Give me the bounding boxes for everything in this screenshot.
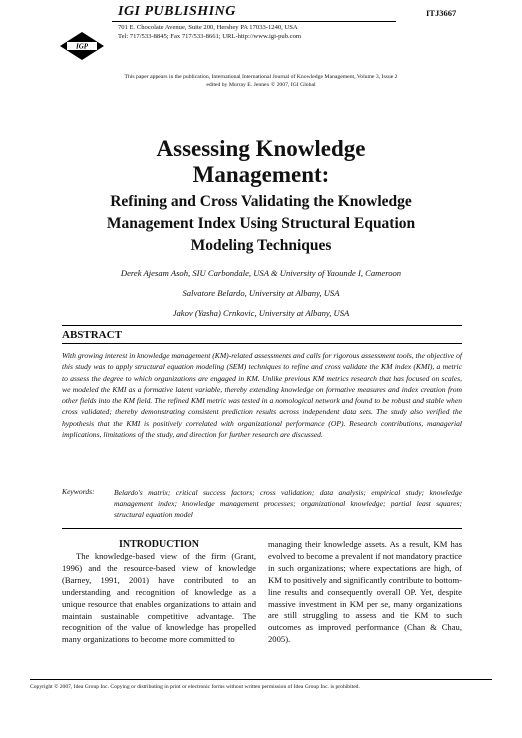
paper-subtitle-line1: Refining and Cross Validating the Knowledge bbox=[110, 193, 412, 210]
header-divider bbox=[112, 21, 396, 22]
introduction-column-1 bbox=[62, 551, 256, 646]
publication-notice-line1: This paper appears in the publication, International International Journal of Knowledge Management, Volume 3, Issue 2 bbox=[124, 74, 398, 80]
keywords-text: Belardo's matrix; critical success factors; cross validation; data analysis; empirical study; knowledge management index; knowledge management processes; organizational knowledge; partial least squares; structural equation model bbox=[114, 488, 462, 519]
publisher-address: 701 E. Chocolate Avenue, Suite 200, Hershey PA 17033-1240, USA bbox=[118, 24, 298, 31]
keywords-label: Keywords: bbox=[62, 487, 95, 496]
introduction-heading: INTRODUCTION bbox=[118, 539, 199, 550]
paper-subtitle-line3: Modeling Techniques bbox=[190, 237, 332, 254]
publisher-name: IGI PUBLISHING bbox=[118, 4, 236, 19]
paper-title-line1: Assessing Knowledge bbox=[156, 136, 366, 161]
logo-text: IGP bbox=[75, 42, 89, 51]
paper-title-line2: Management: bbox=[192, 162, 330, 187]
introduction-paragraph-1-continued: managing their knowledge assets. As a result, KM has evolved to become a prevalent if not mandatory practice in such organizations; where expectations are high, of KM to positively and significantly contribute to bottom-line results and consequently overall OP. Yet, despite massive investment in KM per se, many organizations are still struggling to assess and tie KM to such outcomes as improved performance (Chan & Chau, 2005). bbox=[268, 539, 462, 645]
author-3: Jakov (Yasha) Crnkovic, University at Albany, USA bbox=[172, 308, 350, 318]
author-2: Salvatore Belardo, University at Albany, USA bbox=[182, 288, 340, 298]
introduction-paragraph-1: The knowledge-based view of the firm (Grant, 1996) and the resource-based view of knowledge (Barney, 1991, 2001) have contributed to an understanding and recognition of knowledge as a unique resource that enables organizations to attain and maintain sustainable competitive advantage. The recognition of the value of knowledge has propelled many organizations to become more committed to bbox=[62, 551, 256, 645]
igp-logo bbox=[58, 30, 106, 62]
author-1: Derek Ajesam Asoh, SIU Carbondale, USA & University of Yaounde I, Cameroon bbox=[120, 268, 402, 278]
article-code: ITJ3667 bbox=[426, 8, 457, 18]
introduction-column-2 bbox=[268, 539, 462, 646]
publisher-contact: Tel: 717/533-8845; Fax 717/533-8661; URL-http://www.igi-pub.com bbox=[118, 33, 301, 40]
paper-subtitle-line2: Management Index Using Structural Equation bbox=[106, 215, 416, 232]
footer-rule bbox=[30, 679, 492, 680]
copyright-footer: Copyright © 2007, Idea Group Inc. Copying or distributing in print or electronic forms without written permission of Idea Group Inc. is prohibited. bbox=[30, 684, 360, 690]
abstract-top-rule bbox=[62, 325, 462, 326]
keywords-rule bbox=[62, 528, 462, 529]
abstract-text: With growing interest in knowledge management (KM)-related assessments and calls for rigorous assessment tools, the objective of this study was to apply structural equation modeling (SEM) techniques to refine and cross validate the KM index (KMI), a metric to assess the degree to which organizations are engaged in KM. Unlike previous KM metrics research that has focused on scales, we modeled the KMI as a formative latent variable, thereby extending knowledge on formative measures and index creation from other fields into the KM field. The refined KMI metric was tested in a nomological network and found to be robust and stable when cross validated; thereby demonstrating consistent prediction results across independent data sets. The study also verified the hypothesis that the KMI is positively correlated with organizational performance (OP). Research contributions, managerial implications, limitations of the study, and direction for further research are discussed. bbox=[62, 351, 462, 440]
abstract-heading-rule bbox=[62, 343, 462, 344]
publication-notice-line2: edited by Murray E. Jennex © 2007, IGI Global bbox=[206, 82, 316, 88]
abstract-heading: ABSTRACT bbox=[62, 329, 122, 341]
